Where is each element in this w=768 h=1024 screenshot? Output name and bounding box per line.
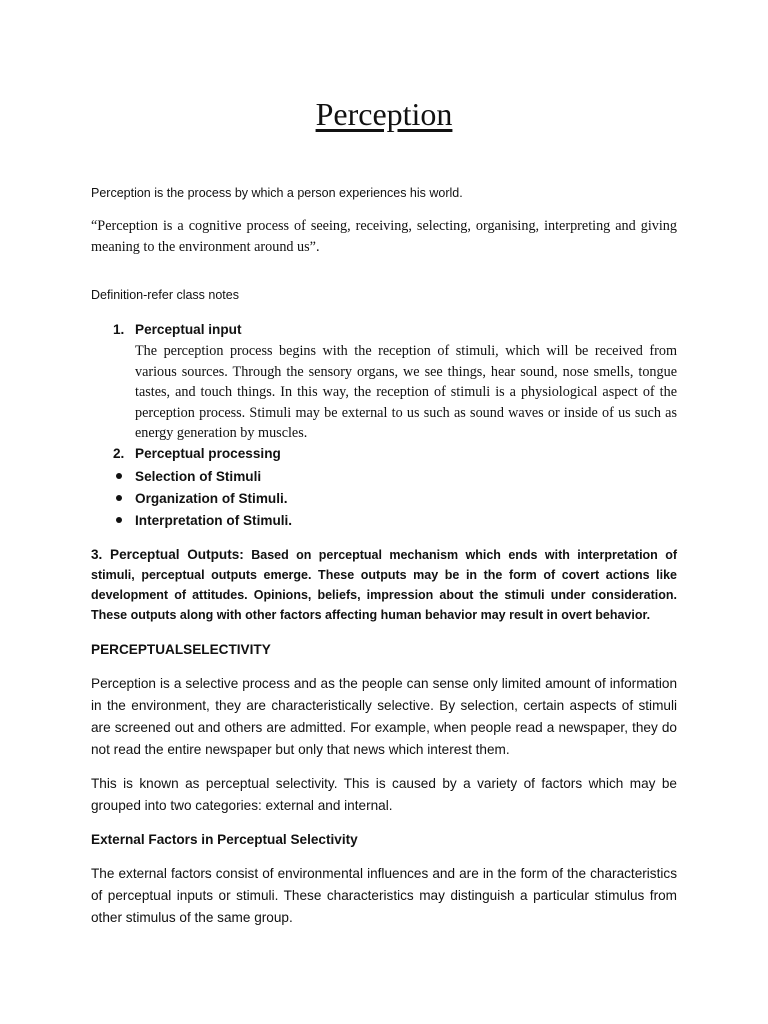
list-heading: Perceptual input [135, 322, 242, 337]
perceptual-outputs-paragraph [91, 545, 677, 625]
bullet-text: Selection of Stimuli [135, 469, 262, 484]
bullet-item [113, 510, 677, 532]
list-item-perceptual-input [113, 319, 677, 444]
definition-note: Definition-refer class notes [91, 288, 239, 302]
list-body: The perception process begins with the reception of stimuli, which will be received from various sources. Through the sensory organs, we see things, hear sound, nose smells, tongue tastes, and touch things. In this way, the reception of stimuli is a physiological aspect of the perception process. Stimuli may be external to us such as sound waves or inside of us such as energy generation by muscles. [135, 343, 677, 441]
list-heading: Perceptual processing [135, 446, 281, 461]
list-number: 2. [113, 446, 125, 461]
perceptual-outputs-text: Based on perceptual mechanism which ends with interpretation of stimuli, perceptual outputs emerge. These outputs may be in the form of covert actions like development of attitudes. Opinions, beliefs, impression about the stimuli under consideration. These outputs along with other factors affecting human behavior may result in overt behavior. [91, 548, 677, 622]
section-heading-external-factors: External Factors in Perceptual Selectivity [91, 832, 358, 847]
perceptual-outputs-label: 3. Perceptual Outputs: [91, 547, 244, 562]
list-item-perceptual-processing [113, 443, 677, 465]
definition-quote: “Perception is a cognitive process of seeing, receiving, selecting, organising, interpreting and giving meaning to the environment around us”. [91, 218, 677, 255]
bullet-text: Interpretation of Stimuli. [135, 513, 293, 528]
bullet-item [113, 466, 677, 488]
external-factors-paragraph: The external factors consist of environmental influences and are in the form of the characteristics of perceptual inputs or stimuli. These characteristics may distinguish a particular stimulus from other stimulus of the same group. [91, 866, 677, 925]
intro-line: Perception is the process by which a person experiences his world. [91, 186, 463, 200]
list-number: 1. [113, 322, 125, 337]
selectivity-paragraph-2: This is known as perceptual selectivity. This is caused by a variety of factors which may be grouped into two categories: external and internal. [91, 776, 677, 813]
page-title: Perception [315, 96, 453, 132]
bullet-item [113, 488, 677, 510]
section-heading-selectivity: PERCEPTUALSELECTIVITY [91, 642, 271, 657]
bullet-text: Organization of Stimuli. [135, 491, 288, 506]
selectivity-paragraph-1: Perception is a selective process and as the people can sense only limited amount of information in the environment, they are characteristically selective. By selection, certain aspects of stimuli are screened out and others are admitted. For example, when people read a newspaper, they do not read the entire newspaper but only that news which interest them. [91, 676, 677, 757]
